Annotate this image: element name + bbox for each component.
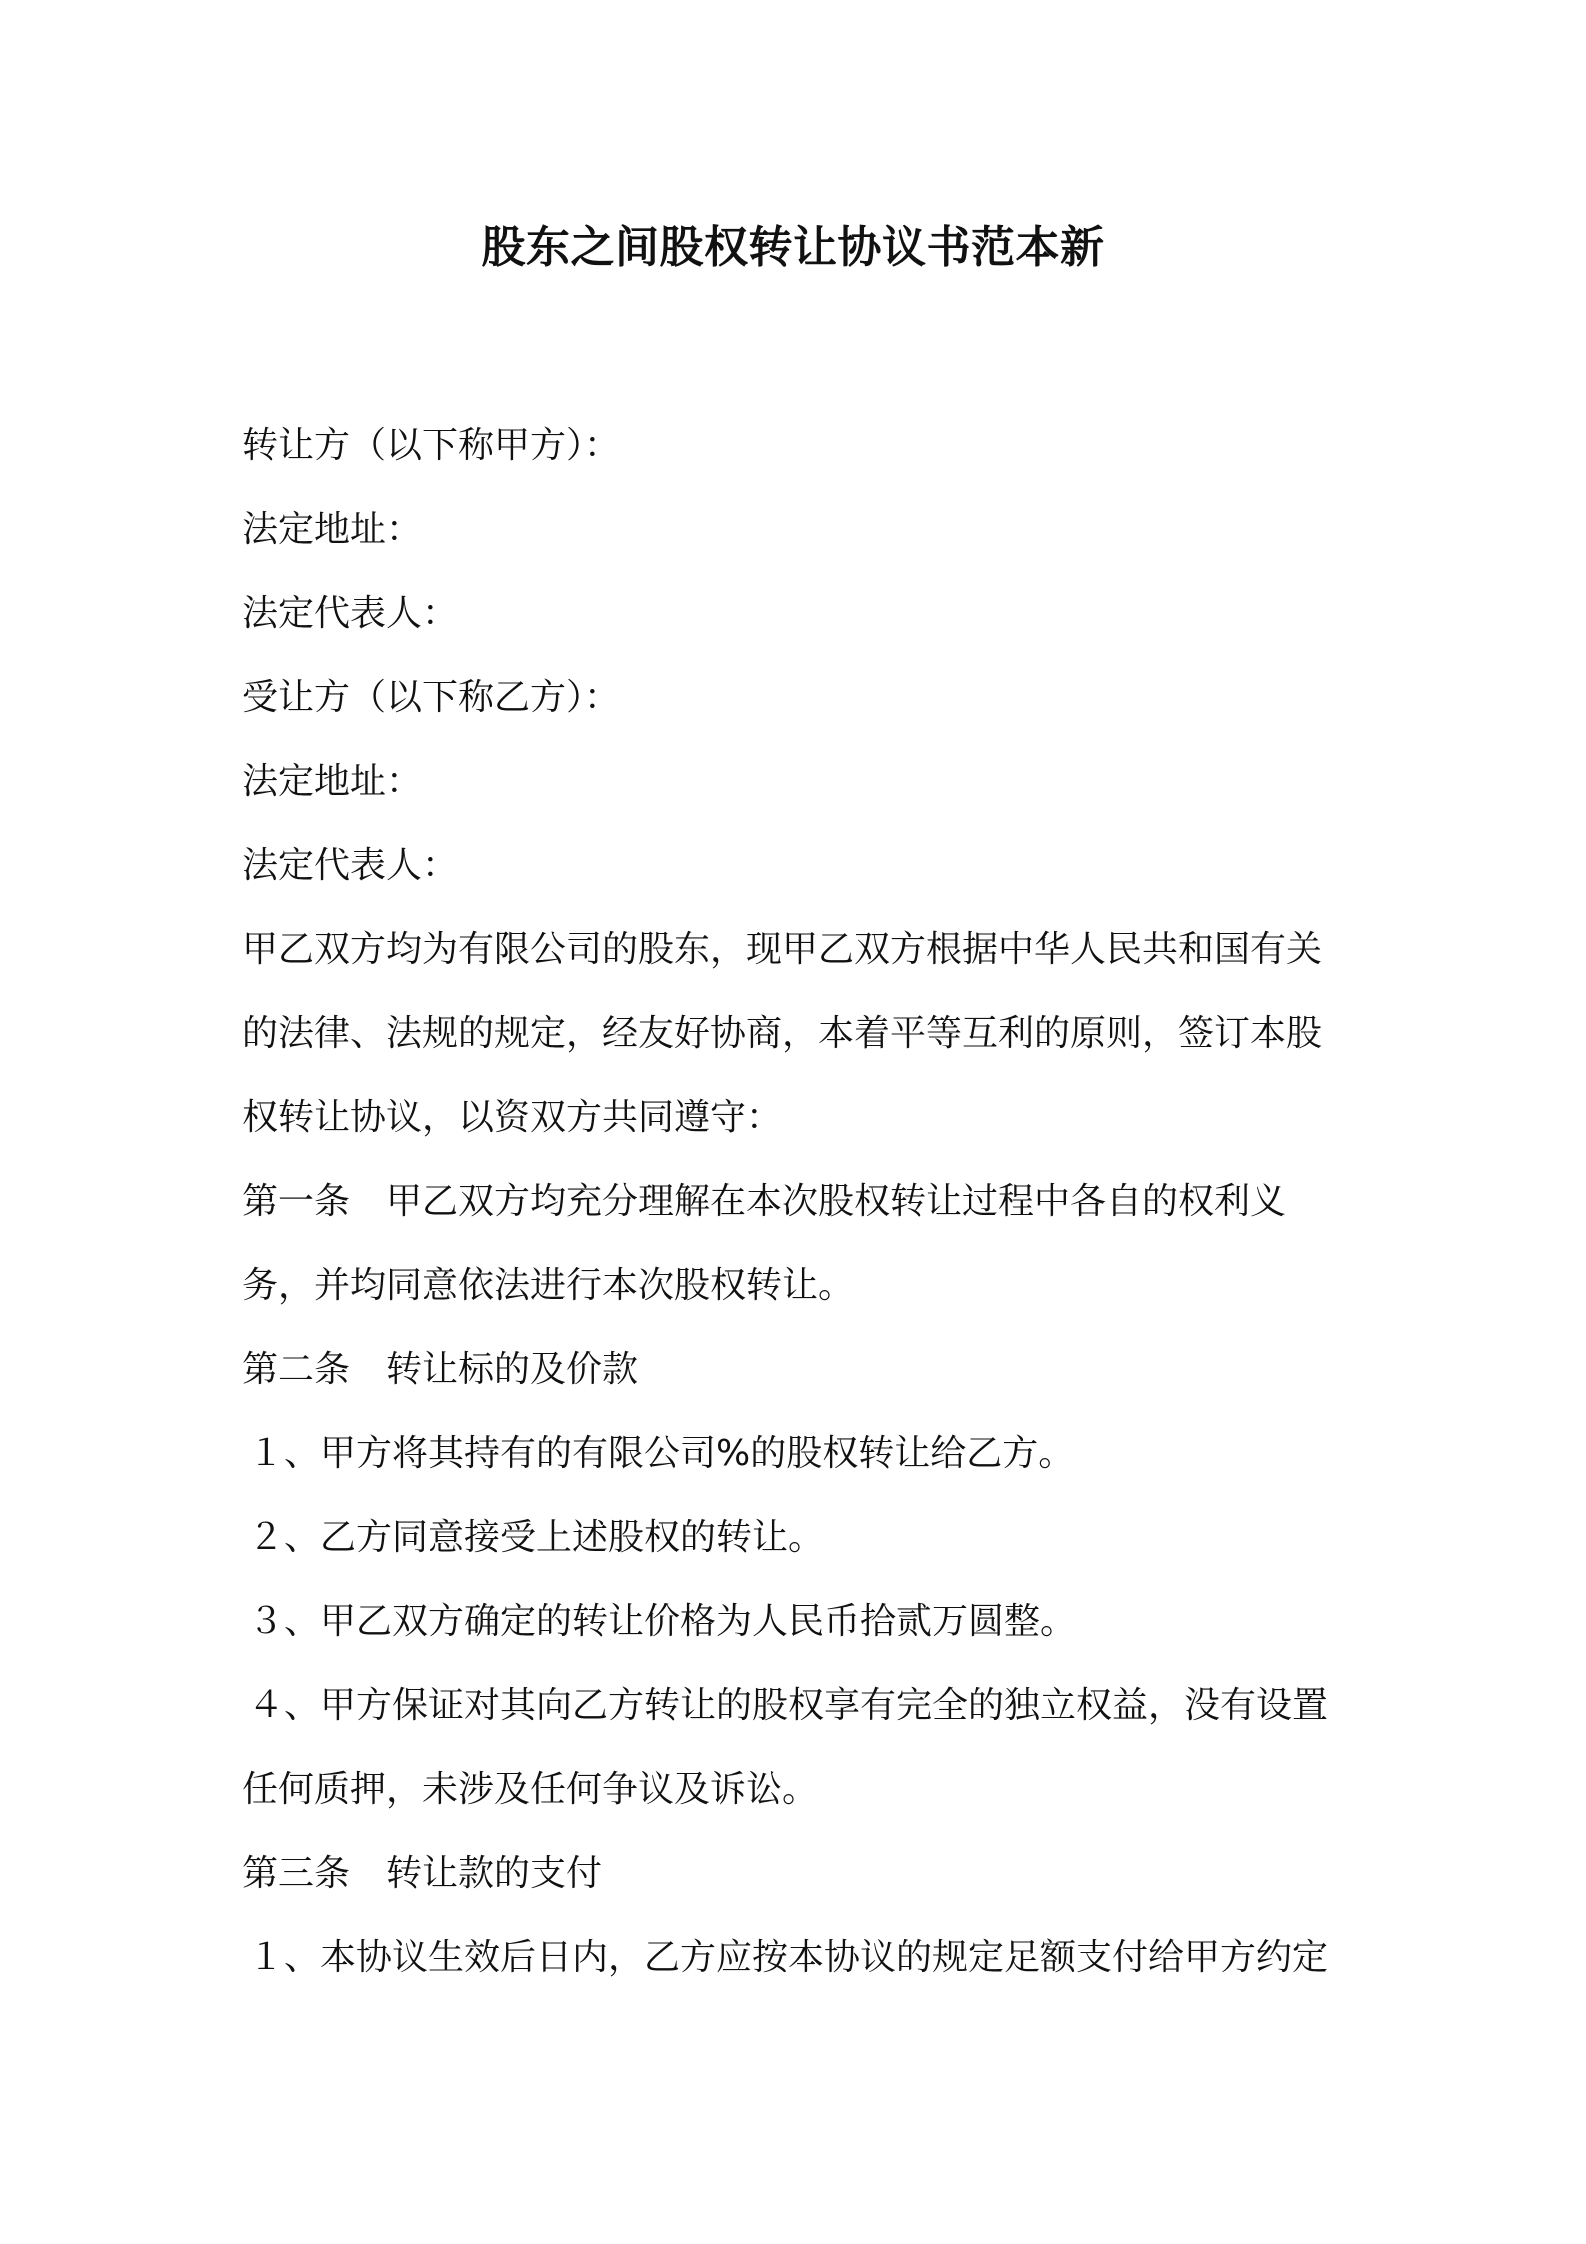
document-title: 股东之间股权转让协议书范本新 <box>481 222 1105 273</box>
article-1-line-2: 务，并均同意依法进行本次股权转让。 <box>242 1265 855 1306</box>
article-2-item-1: １、甲方将其持有的有限公司%的股权转让给乙方。 <box>248 1433 1075 1474</box>
party-a-label: 转让方（以下称甲方）： <box>242 425 621 466</box>
party-a-representative-label: 法定代表人： <box>242 593 459 634</box>
preamble-line-1: 甲乙双方均为有限公司的股东，现甲乙双方根据中华人民共和国有关 <box>242 929 1323 970</box>
article-2-item-3: ３、甲乙双方确定的转让价格为人民币拾贰万圆整。 <box>248 1601 1077 1642</box>
document-body <box>242 404 1352 2000</box>
article-3-heading: 第三条 转让款的支付 <box>242 1853 603 1894</box>
article-1-line-1: 第一条 甲乙双方均充分理解在本次股权转让过程中各自的权利义 <box>242 1181 1287 1222</box>
article-2-item-2: ２、乙方同意接受上述股权的转让。 <box>248 1517 825 1558</box>
preamble-line-3: 权转让协议，以资双方共同遵守： <box>242 1097 783 1138</box>
party-b-label: 受让方（以下称乙方）： <box>242 677 621 718</box>
article-2-item-4-line-1: ４、甲方保证对其向乙方转让的股权享有完全的独立权益，没有设置 <box>248 1685 1329 1726</box>
preamble-line-2: 的法律、法规的规定，经友好协商，本着平等互利的原则，签订本股 <box>242 1013 1323 1054</box>
party-b-representative-label: 法定代表人： <box>242 845 459 886</box>
article-2-heading: 第二条 转让标的及价款 <box>242 1349 639 1390</box>
article-2-item-4-line-2: 任何质押，未涉及任何争议及诉讼。 <box>242 1769 819 1810</box>
party-b-address-label: 法定地址： <box>242 761 423 802</box>
article-3-item-1-line-1: １、本协议生效后日内，乙方应按本协议的规定足额支付给甲方约定 <box>248 1937 1329 1978</box>
party-a-address-label: 法定地址： <box>242 509 423 550</box>
